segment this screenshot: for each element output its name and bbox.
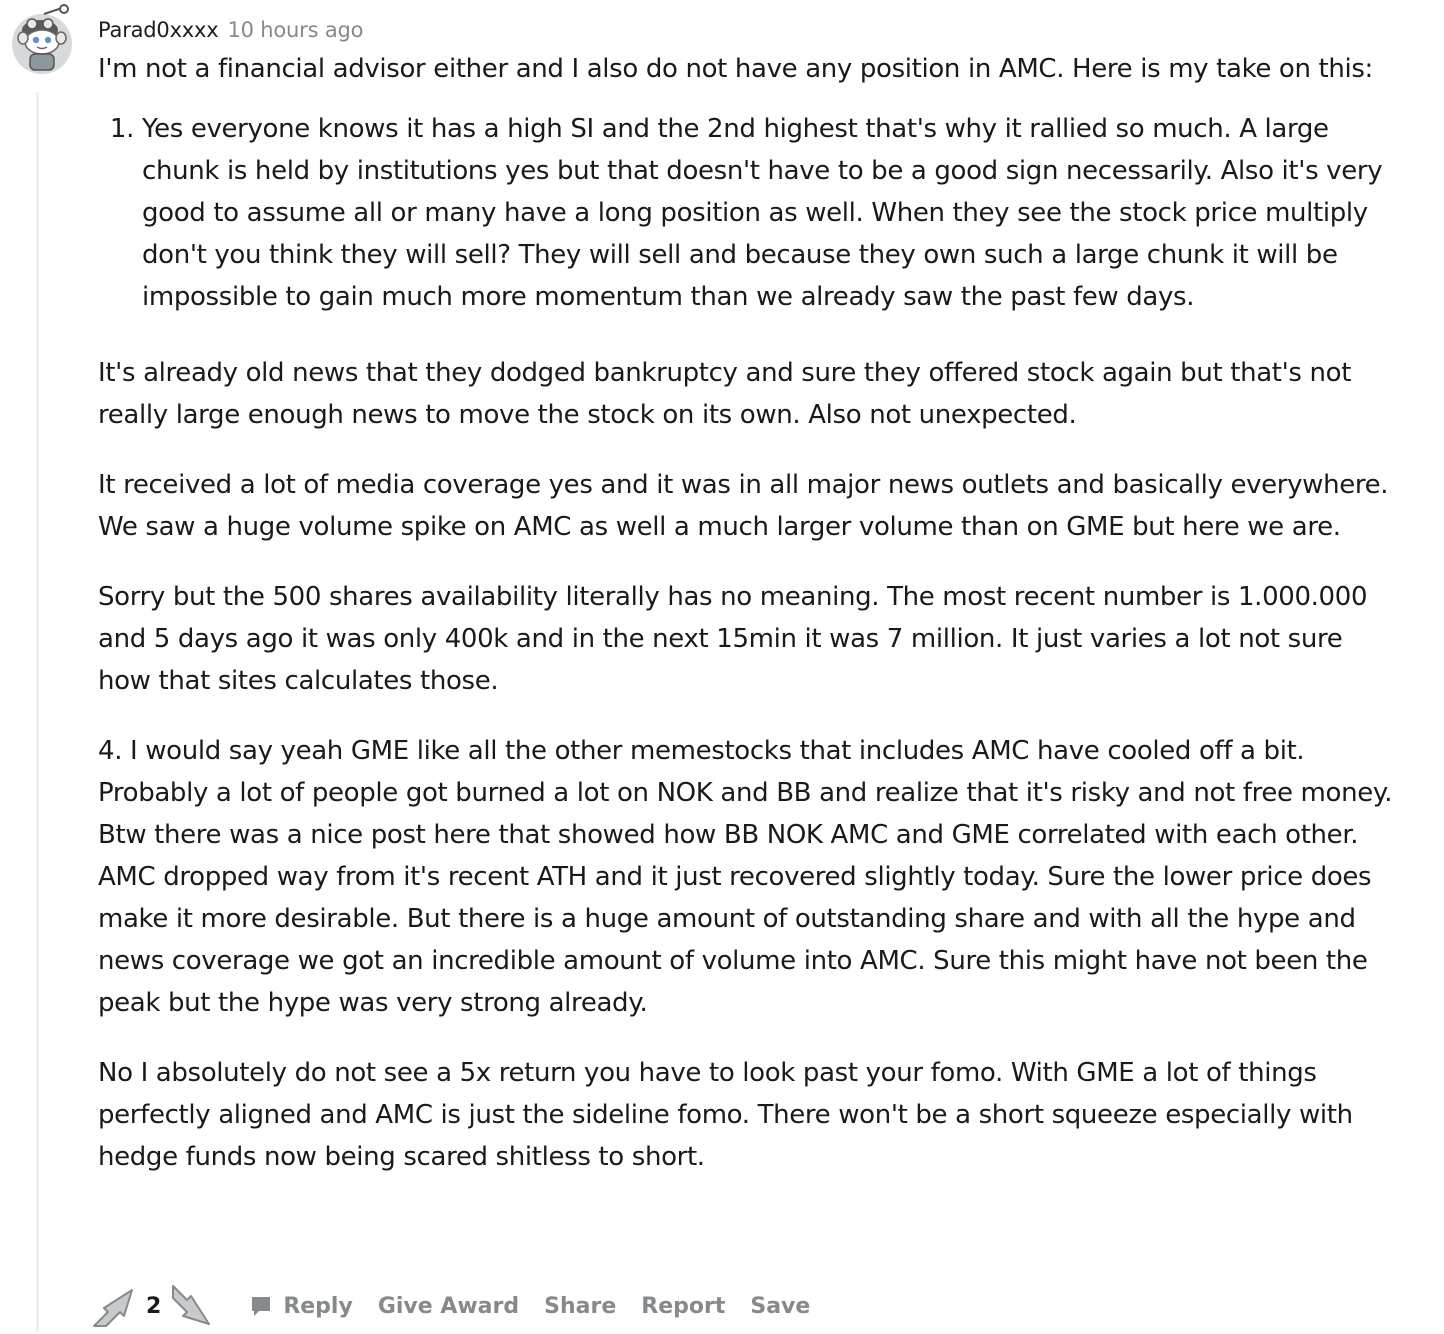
comment-body (98, 48, 1398, 1178)
comment-paragraph: It received a lot of media coverage yes and it was in all major news outlets and basically everywhere. We saw a huge volume spike on AMC as well a much larger volume than on GME but here we are. (98, 470, 1389, 542)
list-number: 1. (109, 114, 134, 144)
reply-button[interactable] (249, 1294, 353, 1319)
comment-paragraph: It's already old news that they dodged bankruptcy and sure they offered stock again but that's not really large enough news to move the stock on its own. Also not unexpected. (98, 358, 1352, 430)
comment-paragraph: No I absolutely do not see a 5x return you have to look past your fomo. With GME a lot of things perfectly aligned and AMC is just the sideline fomo. There won't be a short squeeze especially with hedge funds now being scared shitless to short. (98, 1058, 1353, 1172)
comment-meta (98, 12, 1398, 48)
thread-collapse-line[interactable] (36, 92, 39, 1332)
comment-paragraph: I'm not a financial advisor either and I also do not have any position in AMC. Here is my take on this: (98, 54, 1373, 84)
timestamp-link[interactable]: 10 hours ago (227, 18, 364, 42)
report-button[interactable]: Report (641, 1293, 726, 1319)
give-award-button[interactable]: Give Award (377, 1293, 520, 1319)
user-avatar[interactable] (10, 4, 74, 76)
list-item (98, 108, 1398, 318)
author-link[interactable]: Parad0xxxx (98, 18, 219, 42)
comment-action-bar (92, 1284, 835, 1328)
comment-paragraph: Sorry but the 500 shares availability literally has no meaning. The most recent number is 1.000.000 and 5 days ago it was only 400k and in the next 15min it was 7 million. It just varies a lot not sure how that sites calculates those. (98, 582, 1368, 696)
list-item-text: Yes everyone knows it has a high SI and the 2nd highest that's why it rallied so much. A large chunk is held by institutions yes but that doesn't have to be a good sign necessarily. Also it's very good to assume all or many have a long position as well. When they see the stock price multiply don't you think they will sell? They will sell and because they own such a large chunk it will be impossible to gain much more momentum than we already saw the past few days. (142, 114, 1383, 312)
comment (98, 12, 1398, 1206)
share-button[interactable]: Share (544, 1293, 617, 1319)
vote-score: 2 (146, 1293, 162, 1319)
reply-label: Reply (283, 1293, 353, 1319)
snoo-avatar-icon (10, 4, 74, 76)
comment-paragraph: 4. I would say yeah GME like all the other memestocks that includes AMC have cooled off a bit. Probably a lot of people got burned a lot on NOK and BB and realize that it's risky and not free money. Btw there was a nice post here that showed how BB NOK AMC and GME correlated with each other. AMC dropped way from it's recent ATH and it just recovered slightly today. Sure the lower price does make it more desirable. But there is a huge amount of outstanding share and with all the hype and news coverage we got an incredible amount of volume into AMC. Sure this might have not been the peak but the hype was very strong already. (98, 736, 1393, 1018)
ordered-list (98, 108, 1398, 318)
comment-bubble-icon (249, 1294, 273, 1318)
downvote-arrow-icon[interactable] (169, 1284, 215, 1328)
upvote-arrow-icon[interactable] (92, 1284, 138, 1328)
save-button[interactable]: Save (750, 1293, 811, 1319)
